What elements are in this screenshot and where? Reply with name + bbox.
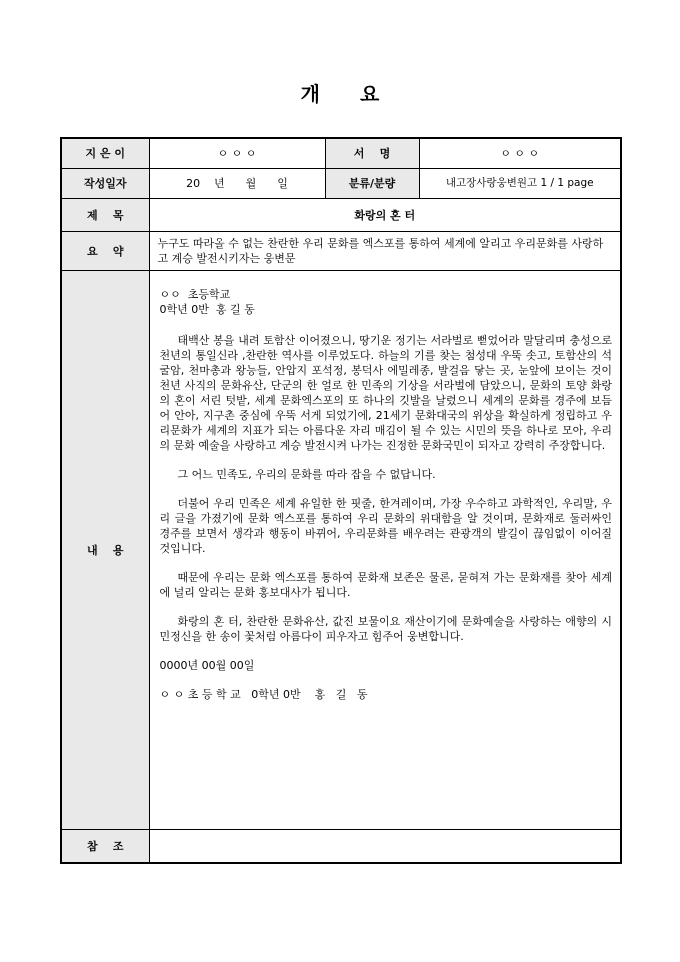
content-label: 내 용 xyxy=(61,271,149,830)
paragraph-1: 태백산 봉을 내려 토함산 이어졌으니, 땅기운 정기는 서라벌로 뻗었어라 말달리며 충성으로 천년의 통일신라 ,찬란한 역사를 이루었도다. 하늘의 기를 찾는 첨성대 우뚝 솟고, 토함산의 석굴암, 천마총과 왕능들, 안압지 포석정, 봉덕사 에밀레종, 발걸음 닿는 곳, 눈앞에 보이는 것이 천년 사직의 문화유산, 단군의 한 얼로 한 민족의 기상을 서라벌에 담았으니, 문화의 토양 화랑의 혼이 서린 텃밭, 세계 문화엑스포의 또 하나의 깃발을 날렸으니 세계의 문화를 경주에 보듬어 안아, 지구촌 중심에 우뚝 서게 되었기에, 21세기 문화대국의 위상을 확실하게 정립하고 우리문화가 세계의 지표가 되는 아름다운 자리 매김이 될 수 있는 시민의 뜻을 하나로 모아, 우리의 문화 예술을 사랑하고 계승 발전시켜 나가는 진정한 문화국민이 되자고 강력히 주장합니다. xyxy=(159,334,612,452)
subject-label: 제 목 xyxy=(61,199,149,232)
date-row xyxy=(61,169,621,199)
title-left: 개 xyxy=(300,82,320,106)
summary-text: 누구도 따라올 수 없는 찬란한 우리 문화를 엑스포를 통하여 세계에 알리고 우리문화를 사랑하고 계승 발전시키자는 웅변문 xyxy=(149,232,621,271)
content-body xyxy=(149,271,621,830)
title-right: 요 xyxy=(360,82,380,106)
paragraph-3: 더불어 우리 민족은 세계 유일한 한 핏줄, 한겨레이며, 가장 우수하고 과학적인, 우리말, 우리 글을 가졌기에 문화 엑스포를 통하여 우리 문화의 위대함을 알 것이며, 문화재로 둘러싸인 경주를 보면서 생각과 행동이 바뀌어, 우리문화를 배우려는 관광객의 발길이 끊임없이 이어질 것입니다. xyxy=(159,497,612,555)
sign-label: 서 명 xyxy=(325,138,419,169)
content-signature: ㅇ ㅇ 초 등 학 교 0학년 0반 홍 길 동 xyxy=(159,688,368,701)
date-label: 작성일자 xyxy=(61,169,149,199)
paragraph-5: 화랑의 혼 터, 찬란한 문화유산, 값진 보물이요 재산이기에 문화예술을 사랑하는 애향의 시민정신을 한 송이 꽃처럼 아름다이 피우자고 힘주어 웅변합니다. xyxy=(159,615,612,643)
subject-row xyxy=(61,199,621,232)
school-name: ㅇㅇ 초등학교 xyxy=(159,288,231,301)
paragraph-2: 그 어느 민족도, 우리의 문화를 따라 잡을 수 없답니다. xyxy=(177,468,436,481)
sign-value: ㅇ ㅇ ㅇ xyxy=(419,138,621,169)
document-title xyxy=(0,78,680,107)
summary-row xyxy=(61,232,621,271)
paragraph-4: 때문에 우리는 문화 엑스포를 통하여 문화재 보존은 물론, 묻혀져 가는 문화재를 찾아 세계에 널리 알리는 문화 홍보대사가 됩니다. xyxy=(159,571,612,599)
reference-row xyxy=(61,830,621,864)
student-name: 0학년 0반 홍 길 동 xyxy=(159,303,255,316)
author-value: ㅇ ㅇ ㅇ xyxy=(149,138,325,169)
reference-value xyxy=(149,830,621,864)
info-table xyxy=(60,137,622,864)
summary-label: 요 약 xyxy=(61,232,149,271)
date-value: 20 년 월 일 xyxy=(149,169,325,199)
subject-value: 화랑의 혼 터 xyxy=(149,199,621,232)
category-label: 분류/분량 xyxy=(325,169,419,199)
author-label: 지 은 이 xyxy=(61,138,149,169)
content-row xyxy=(61,271,621,830)
category-value: 내고장사랑웅변원고 1 / 1 page xyxy=(419,169,621,199)
content-date: 0000년 00월 00일 xyxy=(159,659,255,672)
reference-label: 참 조 xyxy=(61,830,149,864)
author-row xyxy=(61,138,621,169)
